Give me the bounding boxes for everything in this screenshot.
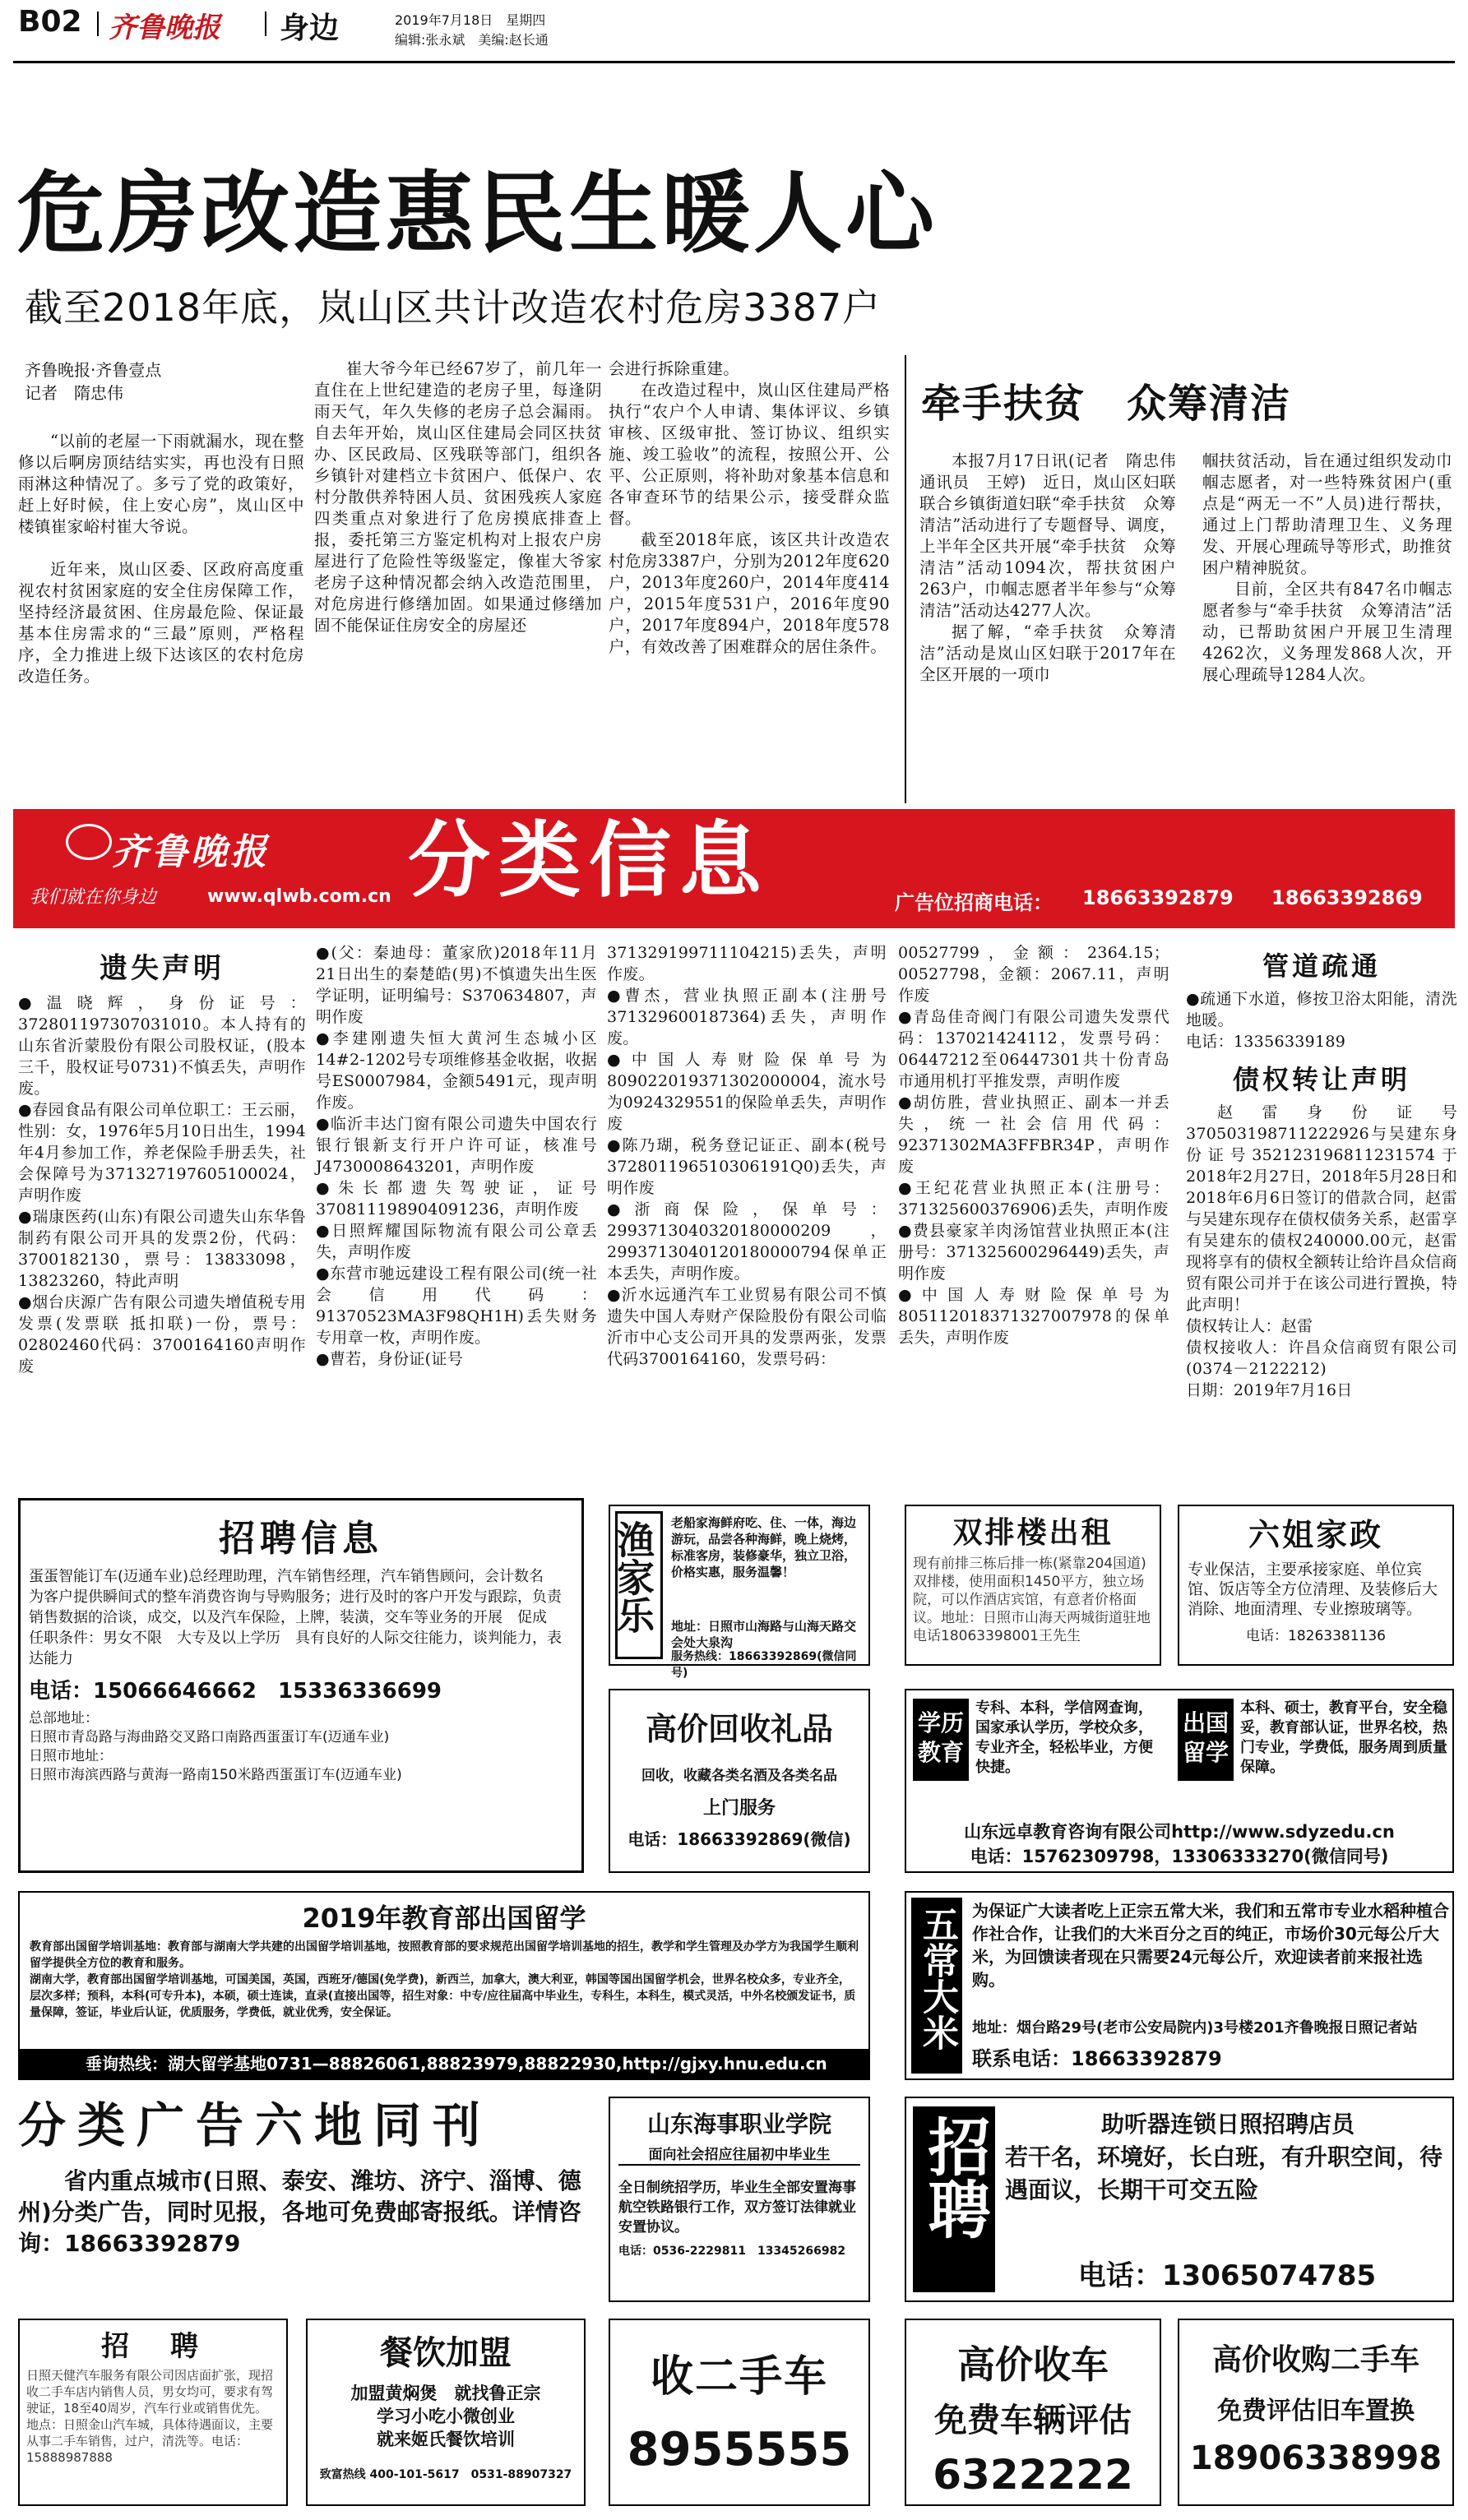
ad-body: 蛋蛋智能订车(迈通车业)总经理助理，汽车销售经理，汽车销售顾问，会计数名 为客户提供瞬间式的整车消费咨询与导购服务；进行及时的客户开发与跟踪，负责销售数据的洽谈，成交，以及汽车保险，上牌，装潢，交车等业务的开展 促成 任职条件：男女不限 大专及以上学历 具有良好的人际交往能力，谈判能力，表达能力	[29, 1568, 562, 1667]
paragraph: 崔大爷今年已经67岁了，前几年一直住在上世纪建造的老房子里，每逢阴雨天气，年久失修的老房子总会漏雨。自去年开始，岚山区住建局会同区扶贫办、区民政局、区残联等部门，组织各乡镇针对建档立卡贫困户、低保户、农村分散供养特困人员、贫困残疾人家庭四类重点对象进行了危房摸底排查上报，委托第三方鉴定机构对上报农户房屋进行了危险性等级鉴定，像崔大爷家老房子这种情况都会纳入改造范围里，对危房进行修缮加固。如果通过修缮加固不能保证住房安全的房屋还	[314, 359, 602, 635]
paragraph: 帼扶贫活动，旨在通过组织发动巾帼志愿者，对一些特殊贫困户(重点是“两无一不”人员)进行帮扶，通过上门帮助清理卫生、义务理发、开展心理疏导等形式，助推贫困户精神脱贫。	[1202, 451, 1452, 577]
paper-logo: 齐鲁晚报	[109, 12, 220, 44]
ad-buy-used-car	[1178, 2319, 1454, 2506]
ad-recruit	[18, 1498, 584, 1873]
notice: ●陈乃瑚，税务登记证正、副本(税号372801196510306191Q0)丢失，声明作废	[607, 1136, 887, 1197]
notice: 债权转让人：赵雷	[1186, 1317, 1313, 1335]
ad-tag: 出国留学	[1178, 1699, 1234, 1781]
ad-body: 全日制统招学历，毕业生全部安置海事航空铁路银行工作，双方签订法律就业安置协议。	[618, 2180, 856, 2236]
ad-company: 山东远卓教育咨询有限公司http://www.sdyzedu.cn	[964, 1822, 1395, 1842]
ad-catering	[306, 2319, 586, 2506]
headline-title: 危房改造惠民生暖人心	[16, 162, 938, 266]
ad-tag: 招聘	[913, 2106, 995, 2292]
ad-buy-car	[905, 2319, 1161, 2506]
ad-phone: 电话：18663392869(微信)	[627, 1829, 851, 1849]
column-divider	[905, 355, 906, 803]
masthead-rule	[13, 61, 1455, 63]
notice: ●疏通下水道，修按卫浴太阳能，清洗地暖。	[1186, 990, 1457, 1029]
ad-body: 专业保洁，主要承接家庭、单位宾馆、饭店等全方位清理、及装修后大消除、地面清理、专业擦玻璃等。	[1188, 1561, 1438, 1618]
notice: ●春园食品有限公司单位职工：王云丽，性别：女，1976年5月10日出生，1994年4月参加工作，养老保险手册丢失，社会保障号为371327197605100024，声明作废	[18, 1101, 306, 1205]
ad-used-car	[609, 2319, 870, 2506]
paragraph: 近年来，岚山区委、区政府高度重视农村贫困家庭的安全住房保障工作，坚持经济最贫困、住房最危险、保证最基本住房需求的“三最”原则，严格程序，全力推进上级下达该区的农村危房改造任务。	[18, 560, 304, 686]
notice: ●中国人寿财险保单号为809022019371302000004，流水号为0924329551的保险单丢失，声明作废	[607, 1051, 887, 1133]
ad-title: 收二手车	[650, 2352, 828, 2402]
paragraph: 在改造过程中，岚山区住建局严格执行“农户个人申请、集体评议、乡镇审核、区级审批、签订协议、组织实施、竣工验收”的流程，按照公开、公平、公正原则，将补助对象基本信息和各审查环节的结果公示，接受群众监督。	[609, 381, 890, 528]
ad-floor-rent	[905, 1505, 1161, 1666]
ad-title: 招聘信息	[219, 1518, 383, 1560]
issue-date: 2019年7月18日 星期四	[395, 12, 546, 28]
masthead-divider	[97, 12, 99, 36]
ad-address: 总部地址： 日照市青岛路与海曲路交叉路口南路西蛋蛋订车(迈通车业) 日照市地址： 日照市海滨西路与黄海一路南150米路西蛋蛋订车(迈通车业)	[29, 1710, 402, 1783]
ad-body: 专科、本科，学信网查询，国家承认学历，学校众多，专业齐全，轻松毕业，方便快捷。	[975, 1699, 1153, 1776]
story2-title: 牵手扶贫 众筹清洁	[921, 381, 1292, 427]
ad-title: 山东海事职业学院	[646, 2111, 831, 2138]
notice: ●烟台庆源广告有限公司遗失增值税专用发票(发票联 抵扣联)一份，票号：02802460代码：3700164160声明作废	[18, 1293, 306, 1376]
ad-phone: 联系电话：18663392879	[972, 2047, 1222, 2070]
classified-column-4	[898, 942, 1169, 1348]
ad-address: 地址：烟台路29号(老市公安局院内)3号楼201齐鲁晚报日照记者站	[972, 2019, 1418, 2037]
paragraph: 截至2018年底，该区共计改造农村危房3387户，分别为2012年度620户，2013年度260户，2014年度414户，2015年度531户，2016年度90户，2017年度894户，2018年度578户，有效改善了困难群众的居住条件。	[609, 530, 890, 656]
ad-tag: 学历教育	[913, 1699, 969, 1781]
notice: ●费县豪家羊肉汤馆营业执照正本(注册号：371325600296449)丢失，声明作废	[898, 1222, 1169, 1283]
story2-column-1	[919, 451, 1192, 686]
notice: 债权接收人：许昌众信商贸有限公司(0374－2122212)	[1186, 1339, 1457, 1378]
banner-phone-2: 18663392869	[1271, 886, 1423, 909]
notice: ●曹杰，营业执照正副本(注册号371329600187364)丢失，声明作废。	[607, 987, 887, 1047]
ad-title: 五常大米	[911, 1898, 962, 2074]
notice: 00527799，金额：2364.15；00527798，金额：2067.11，声明作废	[898, 944, 1169, 1005]
notice: ●东营市驰远建设工程有限公司(统一社会信用代码：91370523MA3F98QH1H)丢失财务专用章一枚，声明作废。	[316, 1265, 597, 1347]
ad-housekeeping	[1178, 1505, 1454, 1666]
ad-hotline: 垂询热线：湖大留学基地0731—88826061,88823979,88822930,http://gjxy.hnu.edu.cn	[20, 2049, 868, 2078]
notice: ●临沂丰达门窗有限公司遗失中国农行银行银新支行开户许可证，核准号J4730008643201，声明作废	[316, 1115, 597, 1176]
ad-phone: 电话：0536-2229811 13345266982	[618, 2245, 846, 2258]
ad-phone: 电话：15762309798，13306333270(微信同号)	[970, 1847, 1389, 1866]
ad-body: 加盟黄焖煲 就找鲁正宗 学习小吃小微创业 就来姬氏餐饮培训	[350, 2384, 541, 2449]
ad-subtitle: 面向社会招应往届初中毕业生	[648, 2147, 831, 2163]
ad-phone: 电话：13065074785	[1077, 2259, 1377, 2292]
ad-address: 地址：日照市山海路与山海天路交会处大泉沟	[671, 1619, 857, 1650]
notice: ●温晓辉，身份证号：372801197307031010。本人持有的山东省沂蒙股份有限公司股权证，(股本三千，股权证号0731)不慎丢失，声明作废。	[18, 994, 306, 1098]
ad-education	[905, 1689, 1454, 1873]
section-name: 身边	[280, 12, 340, 45]
classified-column-1	[18, 946, 306, 1377]
headline-subtitle: 截至2018年底，岚山区共计改造农村危房3387户	[25, 285, 882, 330]
classified-column-5	[1186, 946, 1457, 1401]
ad-title: 餐饮加盟	[380, 2334, 512, 2372]
ad-subtitle: 免费车辆评估	[934, 2402, 1132, 2439]
ad-subtitle: 上门服务	[702, 1798, 776, 1819]
banner-phone-label: 广告位招商电话：	[895, 891, 1053, 914]
ad-title: 渔家乐	[615, 1511, 663, 1659]
notice: ●沂水远通汽车工业贸易有限公司不慎遗失中国人寿财产保险股份有限公司临沂市中心支公司开具的发票两张，发票代码3700164160，发票号码：	[607, 1286, 887, 1368]
ad-study-abroad	[18, 1891, 870, 2080]
ad-divider	[618, 2164, 860, 2166]
notice: ●青岛佳奇阀门有限公司遗失发票代码：137021424112，发票号码：06447212至06447301共十份青岛市通用机打平推发票，声明作废	[898, 1008, 1169, 1090]
section-heading: 管道疏通	[1262, 950, 1381, 982]
notice: ●中国人寿财险保单号为805112018371327007978的保单丢失，声明作废	[898, 1286, 1169, 1347]
notice: ●(父：秦迪母：董家欣)2018年11月21日出生的秦楚皓(男)不慎遗失出生医学证明，证明编号：S370634807，声明作废	[316, 944, 597, 1026]
paragraph: 会进行拆除重建。	[609, 359, 740, 378]
ad-body: 为保证广大读者吃上正宗五常大米，我们和五常市专业水稻种植合作社合作，让我们的大米百分之百的纯正，市场价30元每公斤大米，为回馈读者现在只需要24元每公斤，欢迎读者前来报社选购。	[972, 1901, 1449, 1990]
ad-phone: 服务热线：18663392869(微信同号)	[671, 1650, 857, 1680]
story-column-3	[609, 358, 890, 658]
ad-six-cities	[18, 2097, 586, 2302]
ad-recruit-cars	[18, 2319, 288, 2506]
ad-phone: 18906338998	[1189, 2439, 1443, 2477]
byline-source: 齐鲁晚报·齐鲁壹点	[25, 360, 162, 380]
story-column-2	[314, 358, 602, 636]
ad-body: 现有前排三栋后排一栋(紧靠204国道)双排楼，使用面积1450平方，独立场院，可以作酒店宾馆，有意者价格面议。地址：日照市山海天两城街道驻地电话18063398001王先生	[913, 1556, 1151, 1644]
ad-title: 高价收车	[957, 2342, 1109, 2387]
classified-column-3	[607, 942, 887, 1370]
ad-title: 高价收购二手车	[1211, 2343, 1419, 2377]
ad-title: 助听器连锁日照招聘店员	[1100, 2111, 1355, 2138]
ad-maritime-college	[609, 2097, 870, 2302]
ad-phone: 电话：15066646662 15336336699	[29, 1679, 442, 1704]
notice: ●浙商保险，保单号：2993713040320180000209，2993713040120180000794保单正本丢失，声明作废。	[607, 1200, 887, 1283]
notice: ●王纪花营业执照正本(注册号：371325600376906)丢失，声明作废	[898, 1179, 1169, 1218]
paragraph: 本报7月17日讯(记者 隋忠伟 通讯员 王婷) 近日，岚山区妇联联合乡镇街道妇联“牵手扶贫 众筹清洁”活动进行了专题督导、调度，上半年全区共开展“牵手扶贫 众筹清洁”活动1094次，帮扶贫困户263户，巾帼志愿者半年参与“众筹清洁”活动达4277人次。	[919, 451, 1192, 620]
notice: 电话：13356339189	[1186, 1033, 1346, 1051]
ad-body: 省内重点城市(日照、泰安、潍坊、济宁、淄博、德州)分类广告，同时见报，各地可免费邮寄报纸。详情咨询：18663392879	[18, 2167, 581, 2257]
notice: 371329199711104215)丢失，声明作废。	[607, 944, 887, 983]
notice: ●瑞康医药(山东)有限公司遗失山东华鲁制药有限公司开具的发票2份，代码：3700182130，票号：13833098，13823260，特此声明	[18, 1208, 306, 1290]
ad-phone: 6322222	[933, 2451, 1133, 2499]
banner-logo: 齐鲁晚报	[112, 831, 270, 873]
ad-title: 高价回收礼品	[645, 1711, 833, 1747]
ad-title: 双排楼出租	[952, 1516, 1114, 1550]
notice: 赵雷身份证号370503198711222926与吴建东身份证号352123196811231574于2018年2月27日，2018年5月28日和2018年6月6日签订的借款合同，赵雷与吴建东现存在债权债务关系，赵雷享有吴建东的债权240000.00元，赵雷现将享有的债权全额转让给许昌众信商贸有限公司并于在该公司进行置换，特此声明！	[1186, 1103, 1457, 1314]
ad-body: 老船家海鲜府吃、住、一体，海边游玩，品尝各种海鲜，晚上烧烤，标准客房，装修豪华，独立卫浴，价格实惠，服务温馨！	[671, 1515, 857, 1579]
ad-fishing	[609, 1505, 870, 1680]
paragraph: “以前的老屋一下雨就漏水，现在整修以后啊房顶结结实实，再也没有日照雨淋这种情况了。多亏了党的政策好，赶上好时候，住上安心房”，岚山区中楼镇崔家峪村崔大爷说。	[18, 432, 304, 536]
ad-body: 若干名，环境好，长白班，有升职空间，待遇面议，长期干可交五险	[1005, 2143, 1443, 2203]
banner-title: 分类信息	[408, 812, 770, 909]
editors: 编辑:张永斌 美编:赵长通	[395, 32, 549, 48]
ad-body: 回收，收藏各类名酒及各类名品	[641, 1768, 837, 1784]
classified-column-2	[316, 942, 597, 1370]
ad-body: 日照天健汽车服务有限公司因店面扩张，现招收二手车店内销售人员，男女均可，要求有驾驶证，18至40周岁，汽车行业或销售优先。地点：日照金山汽车城，具体待遇面议，主要从事二手车销售，过户，清洗等。电话：15888987888	[26, 2368, 274, 2465]
classified-banner	[13, 809, 1455, 928]
ad-body: 教育部出国留学培训基地：教育部与湖南大学共建的出国留学培训基地，按照教育部的要求规范出国留学培训基地的招生，教学和学生管理及办学方为我国学生顺利留学提供全方位的教育和服务。 湖南大学，教育部出国留学培训基地，可国美国，英国，西班牙/德国(免学费)，新西兰，加拿大，澳大利亚，韩国等国出国留学机会，世界名校众多，专业齐全，层次多样；预科，本科(可专升本)，本硕，硕士连读，直录(直接出国等，招生对象：中专/应往届高中毕业生，专科生，本科生，模式灵活，中外名校颁发证书，质量保障，签证，毕业后认证，优质服务，学费低，就业优秀，安全保证。	[30, 1940, 859, 2019]
ad-title: 2019年教育部出国留学	[302, 1903, 586, 1934]
ad-title: 招 聘	[101, 2330, 205, 2363]
banner-url: www.qlwb.com.cn	[207, 886, 391, 907]
page-number: B02	[18, 5, 82, 39]
notice: ●日照辉耀国际物流有限公司公章丢失，声明作废	[316, 1222, 597, 1261]
notice: 日期：2019年7月16日	[1186, 1381, 1353, 1399]
story2-column-2	[1202, 451, 1452, 686]
ad-phone: 电话：18263381136	[1246, 1628, 1386, 1644]
story-column-1	[18, 431, 304, 687]
notice: ●胡仿胜，营业执照正、副本一并丢失，统一社会信用代码：92371302MA3FFBR34P，声明作废	[898, 1094, 1169, 1176]
section-heading: 遗失声明	[100, 952, 225, 985]
ad-hearing-aid	[905, 2097, 1454, 2302]
ad-rice	[905, 1891, 1454, 2080]
masthead-divider	[265, 12, 266, 36]
ad-phone: 8955555	[627, 2423, 852, 2476]
ad-body: 本科、硕士，教育平台，安全稳妥，教育部认证，世界名校，热门专业，学费低，服务周到质量保障。	[1240, 1699, 1447, 1776]
ad-title: 分类广告六地同刊	[18, 2097, 493, 2153]
banner-slogan: 我们就在你身边	[30, 887, 157, 908]
byline-reporter: 记者 隋忠伟	[25, 383, 123, 403]
ad-subtitle: 免费评估旧车置换	[1217, 2397, 1415, 2425]
ad-title: 六姐家政	[1248, 1517, 1383, 1553]
ad-recycle	[609, 1689, 870, 1873]
logo-icon	[66, 824, 112, 860]
notice: ●朱长都遗失驾驶证，证号370811198904091236，声明作废	[316, 1179, 597, 1218]
notice: ●曹若，身份证(证号	[316, 1350, 463, 1368]
notice: ●李建刚遗失恒大黄河生态城小区14#2-1202号专项维修基金收据，收据号ES0007984，金额5491元，现声明作废。	[316, 1029, 597, 1112]
paragraph: 目前，全区共有847名巾帼志愿者参与“牵手扶贫 众筹清洁”活动，已帮助贫困户开展卫生清理4262次，义务理发868人次，开展心理疏导1284人次。	[1202, 580, 1452, 684]
paragraph: 据了解，“牵手扶贫 众筹清洁”活动是岚山区妇联于2017年在全区开展的一项巾	[919, 622, 1176, 684]
ad-phone: 致富热线 400-101-5617 0531-88907327	[319, 2468, 572, 2481]
banner-phone-1: 18663392879	[1082, 886, 1234, 909]
section-heading: 债权转让声明	[1232, 1064, 1410, 1095]
